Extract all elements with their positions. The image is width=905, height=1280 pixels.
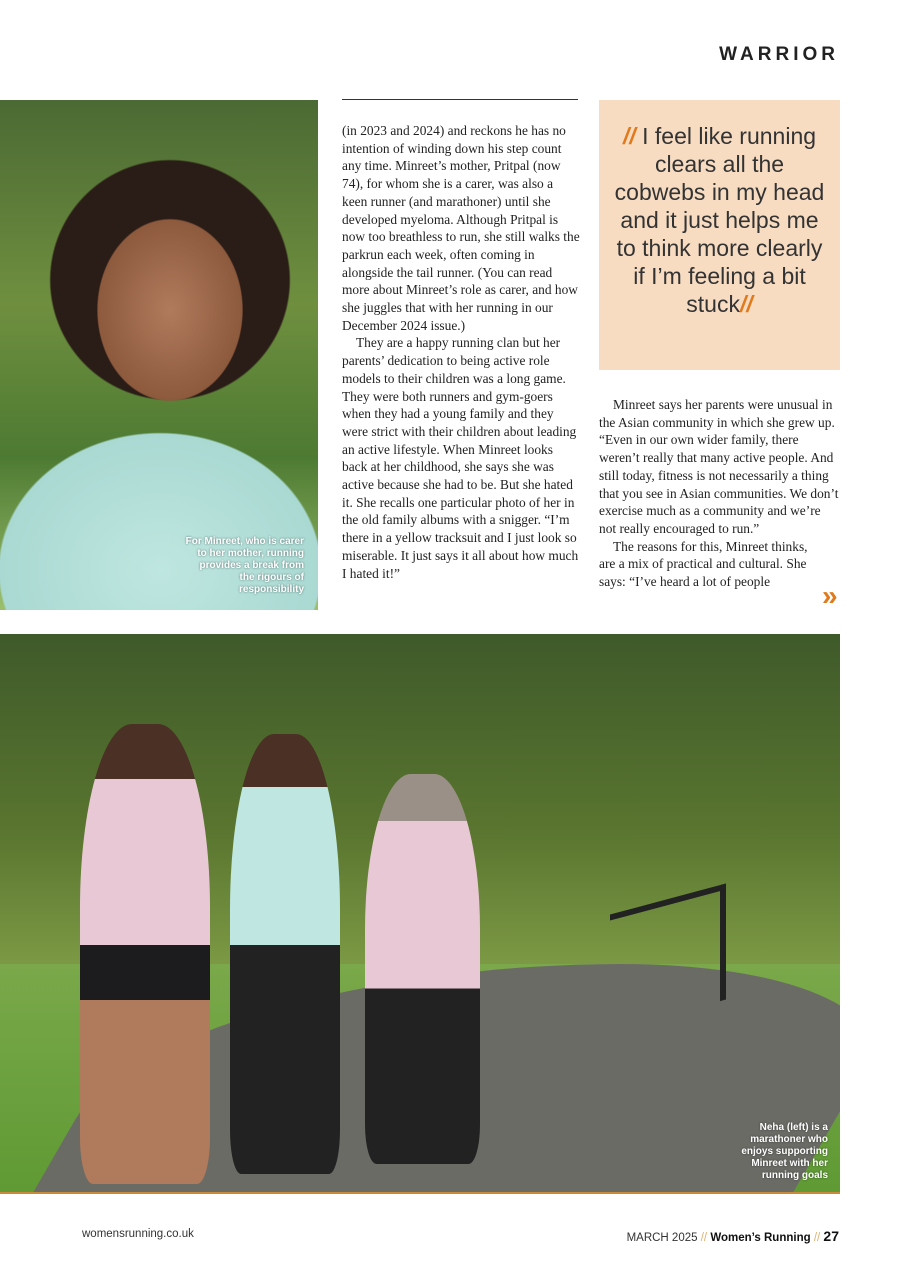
separator: // [700, 1232, 708, 1244]
section-label: WARRIOR [719, 44, 839, 65]
runner-middle [230, 734, 340, 1174]
separator: // [813, 1232, 821, 1244]
issue-date: MARCH 2025 [626, 1232, 698, 1244]
continue-arrow-icon: » [822, 580, 838, 611]
article-column-2 [342, 122, 580, 582]
pull-quote [599, 100, 840, 370]
column-rule [342, 99, 578, 100]
photo-caption: Neha (left) is a marathoner who enjoys supporting Minreet with her running goals [741, 1122, 828, 1181]
paragraph: Minreet says her parents were unusual in the Asian community in which she grew up. “Even in our own wider family, there weren’t really that many active people. And still today, fitness is not necessarily a thing that you see in Asian communities. We don’t exercise much as a community and we’re not really encouraged to run.” [599, 397, 839, 536]
runner-right [365, 774, 480, 1164]
magazine-name: Women’s Running [710, 1232, 811, 1244]
quote-open-mark: // [622, 123, 636, 149]
footer-website: womensrunning.co.uk [82, 1228, 194, 1240]
photo-caption: For Minreet, who is carer to her mother, running provides a break from the rigours of responsibility [185, 536, 304, 595]
quote-text: I feel like running clears all the cobwebs in my head and it just helps me to think more clearly if I’m feeling a bit stuck [614, 123, 825, 317]
article-column-3 [599, 396, 841, 591]
footer-issue [627, 1228, 839, 1244]
paragraph: They are a happy running clan but her parents’ dedication to being active role models to their children was a long game. They were both runners and gym-goers when they had a young family and they were strict with their children about leading an active lifestyle. When Minreet looks back at her childhood, she says she was active because she had to be. But she hated it. She recalls one particular photo of her in the old family albums with a snigger. “I’m there in a yellow tracksuit and I just look so miserable. It just says it all about how much I hated it!” [342, 335, 579, 581]
running-group-photo [0, 634, 840, 1194]
portrait-photo [0, 100, 318, 610]
runner-left [80, 724, 210, 1184]
page-number: 27 [823, 1228, 839, 1244]
paragraph: (in 2023 and 2024) and reckons he has no intention of winding down his step count any time. Minreet’s mother, Pritpal (now 74), for whom she is a carer, was also a keen runner (and marathoner) until she developed myeloma. Although Pritpal is now too breathless to run, she still walks the parkrun each week, often coming in alongside the tail runner. (You can read more about Minreet’s role as carer, and how she juggles that with her running in our December 2024 issue.) [342, 123, 580, 333]
paragraph: The reasons for this, Minreet thinks, are a mix of practical and cultural. She says: “I’ve heard a lot of people [599, 538, 808, 590]
quote-close-mark: // [739, 291, 753, 317]
